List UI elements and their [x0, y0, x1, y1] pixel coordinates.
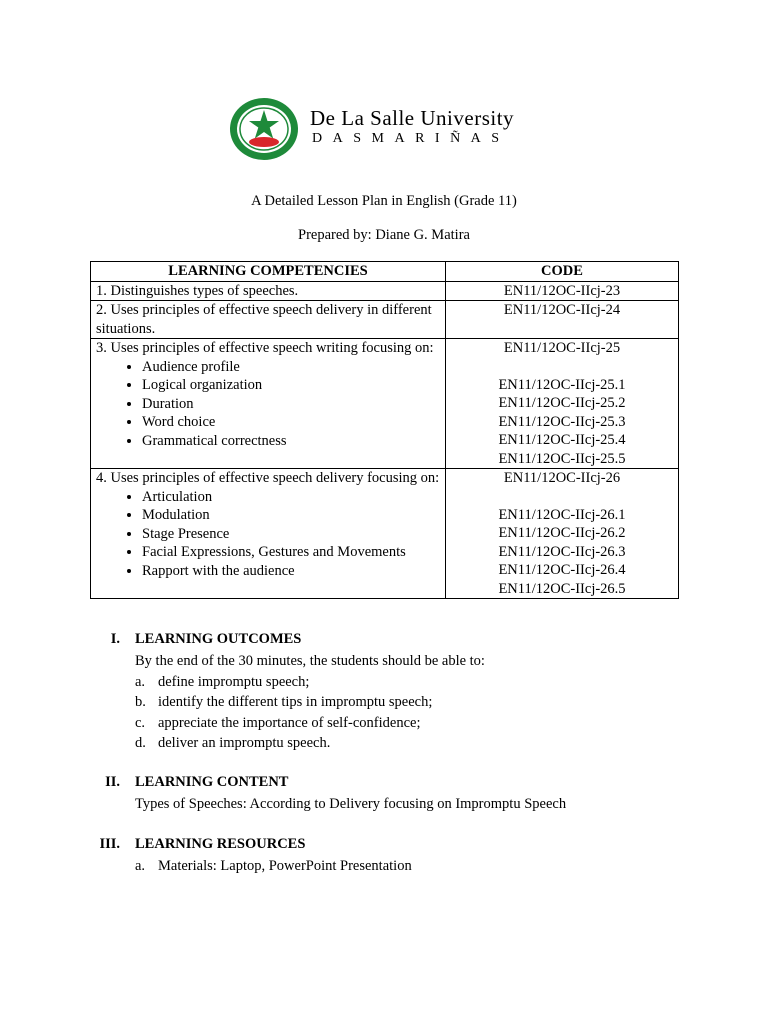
competency-text: 2. Uses principles of effective speech delivery in different situations. [91, 301, 446, 339]
table-row [91, 281, 679, 301]
competency-text: 3. Uses principles of effective speech writing focusing on: [96, 340, 434, 356]
section-heading [90, 631, 690, 651]
section-number: III. [99, 836, 120, 852]
campus-name: DASMARIÑAS [312, 131, 510, 146]
competency-code-cell [446, 339, 679, 469]
section-learning-outcomes [90, 631, 690, 754]
content-text: Types of Speeches: According to Delivery focusing on Impromptu Speech [135, 796, 567, 812]
list-item: • Audience profile [142, 358, 440, 377]
university-seal-icon [228, 96, 300, 162]
section-learning-content [90, 774, 690, 815]
document-title: A Detailed Lesson Plan in English (Grade 11) [251, 193, 517, 209]
list-item: • Articulation [142, 488, 440, 507]
section-number: II. [105, 774, 120, 790]
section-title: LEARNING CONTENT [135, 774, 289, 790]
list-item: • Modulation [142, 506, 440, 525]
list-letter: a. [135, 858, 146, 874]
list-text: deliver an impromptu speech. [158, 735, 331, 751]
section-body [135, 794, 690, 815]
competency-bullets [96, 488, 440, 581]
section-body [135, 856, 690, 877]
list-item: • Facial Expressions, Gestures and Movements [142, 543, 440, 562]
sub-code: EN11/12OC-IIcj-25.4 [498, 432, 626, 448]
competency-code: EN11/12OC-IIcj-26 [503, 470, 621, 486]
competency-text: 1. Distinguishes types of speeches. [91, 281, 446, 301]
outcomes-intro: By the end of the 30 minutes, the students should be able to: [135, 653, 485, 669]
sub-code: EN11/12OC-IIcj-26.1 [498, 506, 626, 523]
list-item: • Grammatical correctness [142, 432, 440, 451]
section-heading [90, 836, 690, 856]
section-heading [90, 774, 690, 794]
section-title: LEARNING OUTCOMES [135, 631, 302, 647]
list-letter: c. [135, 714, 146, 731]
header-competencies: LEARNING COMPETENCIES [91, 262, 446, 282]
competency-cell [91, 339, 446, 469]
competency-code: EN11/12OC-IIcj-23 [446, 281, 679, 301]
table-row [91, 301, 679, 339]
competency-code: EN11/12OC-IIcj-24 [446, 301, 679, 339]
sub-code: EN11/12OC-IIcj-25.1 [498, 376, 626, 393]
list-text: identify the different tips in impromptu speech; [158, 694, 433, 710]
sub-code: EN11/12OC-IIcj-25.3 [498, 413, 626, 430]
sub-code: EN11/12OC-IIcj-26.2 [498, 525, 626, 541]
list-letter: b. [135, 694, 146, 710]
list-item: • Word choice [142, 413, 440, 432]
sub-code: EN11/12OC-IIcj-26.4 [498, 562, 626, 578]
section-body [135, 651, 690, 754]
list-item [135, 672, 690, 693]
table-header-row [91, 262, 679, 282]
list-letter: d. [135, 735, 146, 751]
section-learning-resources [90, 836, 690, 877]
list-text: define impromptu speech; [158, 673, 310, 690]
list-item: • Stage Presence [142, 525, 440, 544]
competency-code: EN11/12OC-IIcj-25 [503, 340, 621, 356]
sub-code: EN11/12OC-IIcj-25.2 [498, 395, 626, 411]
table-row [91, 469, 679, 599]
sub-code: EN11/12OC-IIcj-25.5 [498, 450, 626, 467]
competency-bullets [96, 358, 440, 451]
list-item: • Duration [142, 395, 440, 414]
competencies-table [90, 261, 679, 599]
list-text: Materials: Laptop, PowerPoint Presentation [158, 858, 412, 874]
list-text: appreciate the importance of self-confidence; [158, 714, 421, 731]
list-item [135, 692, 690, 713]
prepared-by: Prepared by: Diane G. Matira [298, 227, 470, 243]
section-number: I. [110, 631, 120, 647]
header-code: CODE [446, 262, 679, 282]
competency-text: 4. Uses principles of effective speech delivery focusing on: [96, 470, 440, 486]
list-item [135, 856, 690, 877]
sub-code: EN11/12OC-IIcj-26.5 [498, 580, 626, 597]
sub-code: EN11/12OC-IIcj-26.3 [498, 543, 626, 560]
competency-cell [91, 469, 446, 599]
list-item [135, 733, 690, 754]
university-logo [228, 96, 548, 162]
table-row [91, 339, 679, 469]
list-item: • Logical organization [142, 376, 440, 395]
list-item: • Rapport with the audience [142, 562, 440, 581]
list-item [135, 713, 690, 734]
university-name: De La Salle University [310, 106, 515, 130]
competency-code-cell [446, 469, 679, 599]
list-letter: a. [135, 673, 146, 690]
section-title: LEARNING RESOURCES [135, 836, 306, 852]
